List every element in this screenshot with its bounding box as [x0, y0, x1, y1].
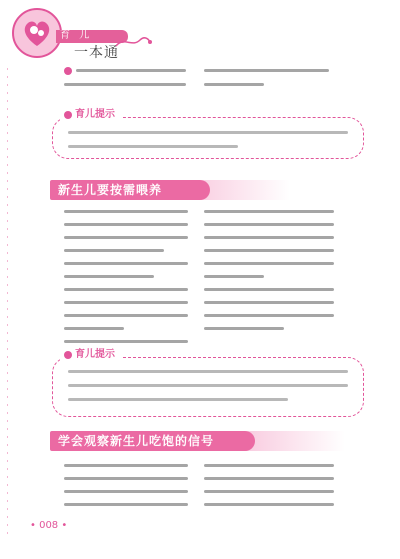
section-header-2	[50, 431, 255, 451]
tip-dot-icon	[64, 351, 72, 359]
tip-dot-icon	[64, 111, 72, 119]
tip-box-1	[52, 117, 364, 159]
book-title: 一本通	[74, 45, 119, 61]
page-number: • 008 •	[30, 520, 68, 531]
tip-label-1	[60, 108, 123, 122]
header-tab-label: 育 儿	[60, 30, 93, 41]
left-margin-dots	[6, 68, 9, 538]
section-header-1	[50, 180, 210, 200]
section-title: 学会观察新生儿吃饱的信号	[58, 434, 215, 448]
page-header	[0, 0, 400, 62]
intro-bullet-icon	[64, 67, 72, 75]
tip-box-2	[52, 357, 364, 417]
tip-label-2	[60, 348, 123, 362]
tip-label-text: 育儿提示	[75, 109, 115, 120]
flourish-icon	[112, 34, 154, 50]
tip-label-text: 育儿提示	[75, 349, 115, 360]
section-title: 新生儿要按需喂养	[58, 183, 163, 197]
